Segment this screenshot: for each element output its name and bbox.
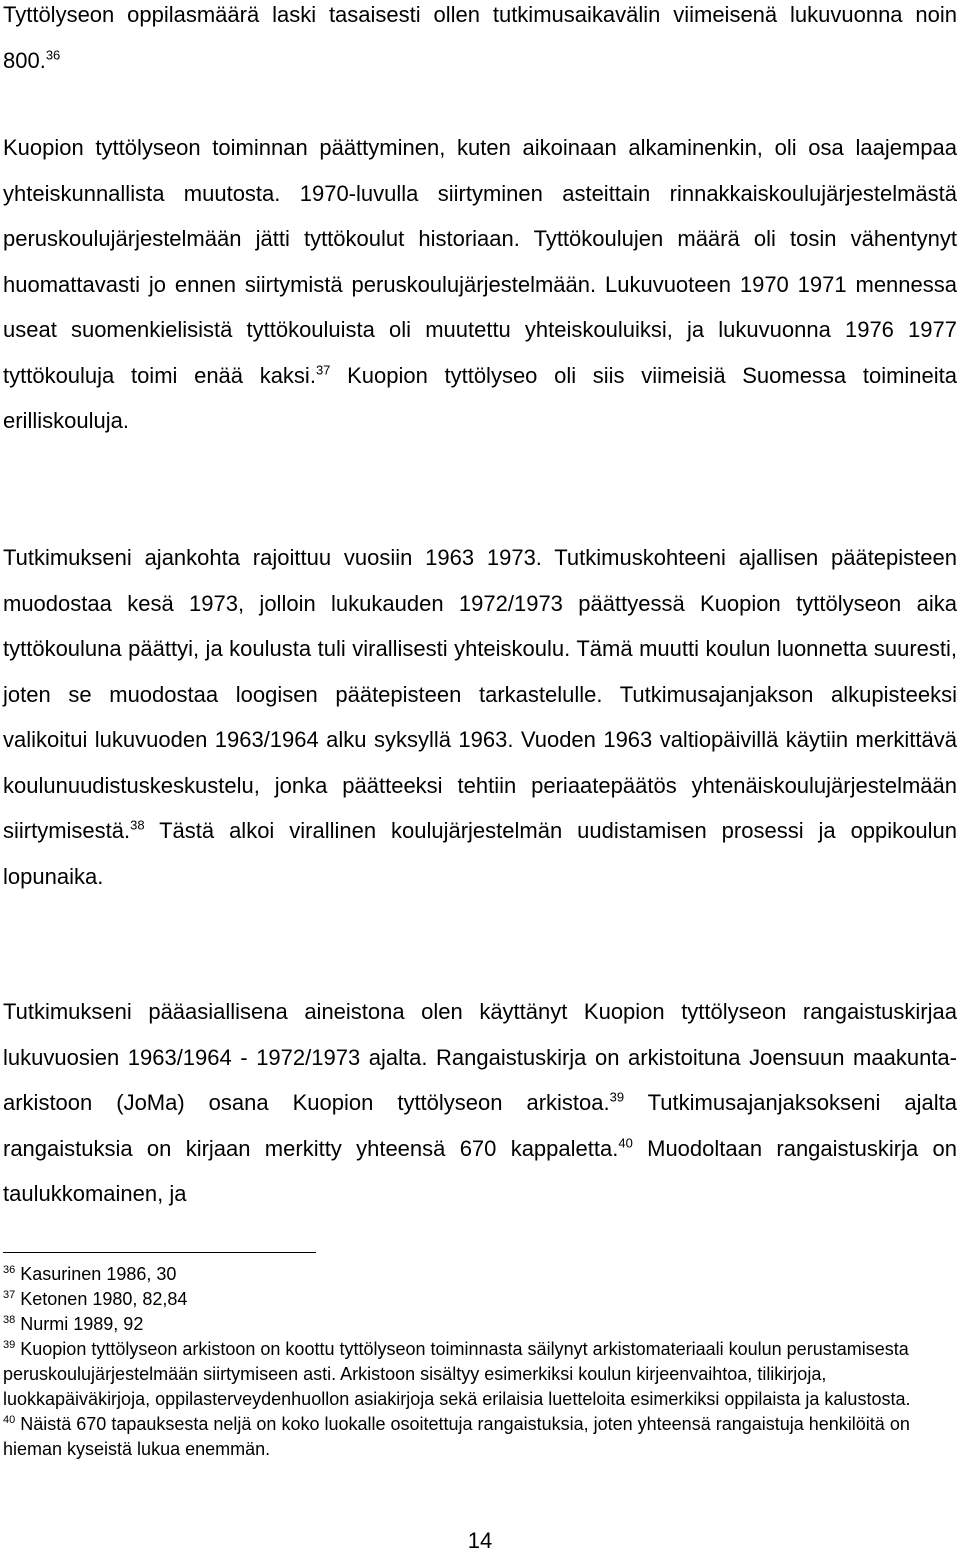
paragraph-text: Tutkimukseni pääasiallisena aineistona olen käyttänyt Kuopion tyttölyseon rangaistuskirjaa lukuvuosien 1963/1964 - 1972/1973 ajalta. Rangaistuskirja on arkistoituna Joensuun maakunta-arkistoon (JoMa) osana Kuopion tyttölyseon arkistoa. <box>3 999 957 1115</box>
footnote-separator <box>3 1252 316 1253</box>
footnote-number: 37 <box>3 1289 16 1301</box>
paragraph-text: Tutkimukseni ajankohta rajoittuu vuosiin 1963 1973. Tutkimuskohteeni ajallisen päätepisteen muodostaa kesä 1973, jolloin lukukauden 1972/1973 päättyessä Kuopion tyttölyseon aika tyttökouluna päättyi, ja koulusta tuli virallisesti yhteiskoulu. Tämä muutti koulun luonnetta suuresti, joten se muodostaa loogisen päätepisteen tarkastelulle. Tutkimusajanjakson alkupisteeksi valikoitui lukuvuoden 1963/1964 alku syksyllä 1963. Vuoden 1963 valtiopäivillä käytiin merkittävä koulunuudistuskeskustelu, jonka päätteeksi tehtiin periaatepäätös yhtenäiskoulujärjestelmään siirtymisestä. <box>3 545 957 843</box>
paragraph-text: Kuopion tyttölyseon toiminnan päättyminen, kuten aikoinaan alkaminenkin, oli osa laajempaa yhteiskunnallista muutosta. 1970-luvulla siirtyminen asteittain rinnakkaiskoulujärjestelmästä peruskoulujärjestelmään jätti tyttökoulut historiaan. Tyttökoulujen määrä oli tosin vähentynyt huomattavasti jo ennen siirtymistä peruskoulujärjestelmään. Lukuvuoteen 1970 1971 mennessa useat suomenkielisistä tyttökouluista oli muutettu yhteiskouluiksi, ja lukuvuonna 1976 1977 tyttökouluja toimi enää kaksi. <box>3 135 957 388</box>
footnote-ref-40[interactable]: 40 <box>618 1135 633 1151</box>
footnote-38 <box>3 1312 957 1337</box>
paragraph-text-continued: Tutkimusajanjaksokseni ajalta rangaistuksia on kirjaan merkitty yhteensä 670 kappaletta. <box>3 1090 957 1161</box>
footnote-ref-37[interactable]: 37 <box>315 362 331 378</box>
footnote-text: Kasurinen 1986, 30 <box>20 1264 177 1284</box>
footnote-39 <box>3 1337 957 1412</box>
footnote-number: 38 <box>3 1314 16 1326</box>
footnote-number: 39 <box>3 1339 16 1351</box>
footnote-ref-39[interactable]: 39 <box>609 1089 625 1105</box>
paragraph-3 <box>3 535 957 899</box>
paragraph-text-end: Muodoltaan rangaistuskirja on taulukkomainen, ja <box>3 1135 957 1206</box>
footnote-37 <box>3 1287 957 1312</box>
paragraph-2 <box>3 125 957 444</box>
footnote-36 <box>3 1262 957 1287</box>
paragraph-text-continued: Tästä alkoi virallinen koulujärjestelmän uudistamisen prosessi ja oppikoulun lopunaika. <box>3 818 957 889</box>
page-number: 14 <box>467 1528 493 1553</box>
footnote-40 <box>3 1412 957 1462</box>
footnote-text: Ketonen 1980, 82,84 <box>20 1289 188 1309</box>
footnote-text: Nurmi 1989, 92 <box>20 1314 144 1334</box>
footnote-text: Näistä 670 tapauksesta neljä on koko luokalle osoitettuja rangaistuksia, joten yhteensä rangaistuja henkilöitä on hieman kyseistä lukua enemmän. <box>3 1414 910 1459</box>
paragraph-text: Tyttölyseon oppilasmäärä laski tasaisesti ollen tutkimusaikavälin viimeisenä lukuvuonna noin 800. <box>3 2 957 73</box>
paragraph-1 <box>3 0 957 83</box>
paragraph-text-continued: Kuopion tyttölyseo oli siis viimeisiä Suomessa toimineita erilliskouluja. <box>3 362 957 433</box>
paragraph-4 <box>3 989 957 1217</box>
footnote-number: 36 <box>3 1264 16 1276</box>
footnote-ref-38[interactable]: 38 <box>130 817 145 833</box>
footnotes <box>3 1262 957 1462</box>
footnote-number: 40 <box>3 1414 16 1426</box>
footnote-text: Kuopion tyttölyseon arkistoon on koottu tyttölyseon toiminnasta säilynyt arkistomateriaali koulun perustamisesta peruskoulujärjestelmään siirtymiseen asti. Arkistoon sisältyy esimerkiksi koulun kirjeenvaihtoa, tilikirjoja, luokkapäiväkirjoja, oppilasterveydenhuollon asiakirjoja sekä erilaisia luetteloita esimerkiksi oppilaista ja kalustosta. <box>3 1339 911 1409</box>
footnote-ref-36[interactable]: 36 <box>45 47 61 63</box>
